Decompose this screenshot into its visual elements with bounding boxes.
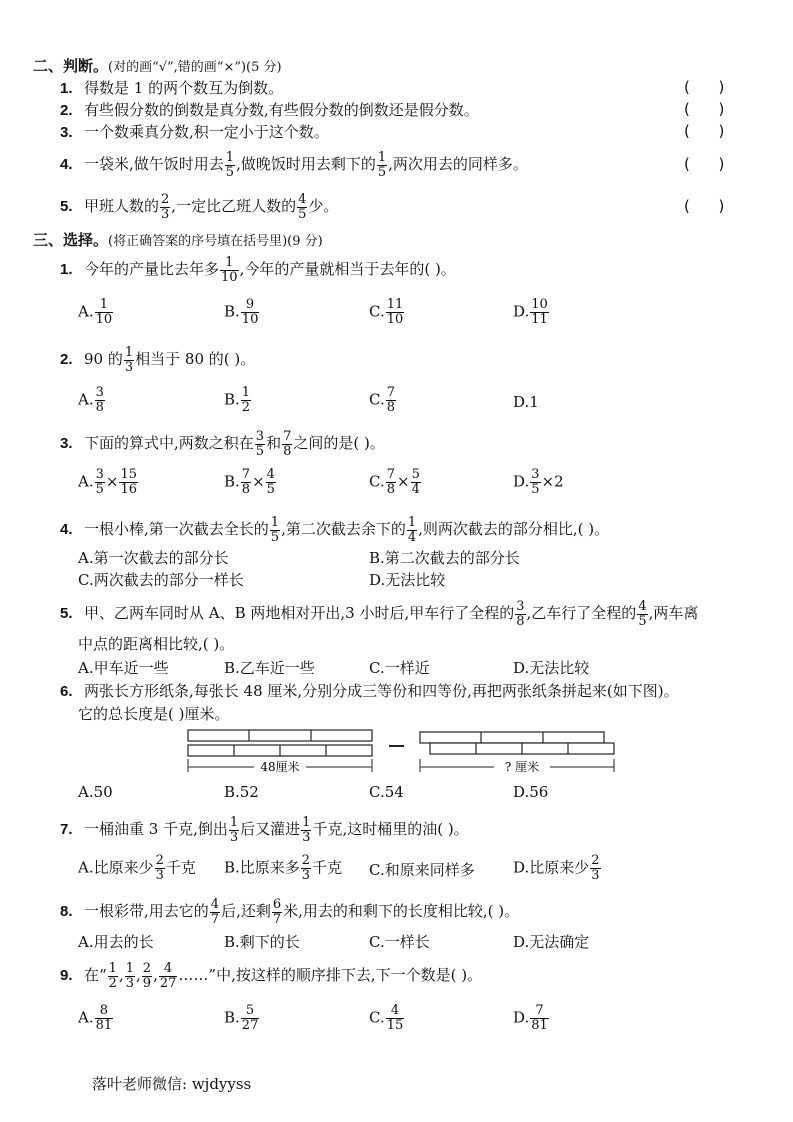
- option-c[interactable]: C.一样近: [369, 659, 430, 677]
- judge-item-5: [60, 190, 338, 223]
- numerator: 7: [283, 428, 292, 444]
- denominator: 9: [142, 975, 152, 991]
- fraction: [272, 898, 282, 927]
- option-d[interactable]: D.1: [513, 393, 539, 411]
- option-d[interactable]: [513, 1004, 550, 1033]
- numerator: 4: [638, 598, 647, 614]
- option-b[interactable]: [224, 298, 260, 327]
- text-part: 一根小棒,第一次截去全长的: [84, 520, 269, 538]
- judge-item-2: [60, 100, 479, 121]
- choice-question-8: [60, 894, 519, 929]
- text-part: 相当于 80 的( )。: [135, 350, 256, 368]
- denominator: 3: [155, 868, 164, 883]
- numerator: 7: [530, 1004, 549, 1019]
- numerator: 4: [159, 962, 178, 977]
- numerator: 4: [298, 191, 307, 207]
- denominator: 3: [125, 975, 135, 991]
- option-d[interactable]: [513, 298, 550, 327]
- numerator: 3: [95, 467, 104, 482]
- fraction: [95, 1004, 114, 1033]
- text-part: 一袋米,做午饭时用去: [84, 155, 224, 173]
- numerator: 5: [241, 1004, 260, 1019]
- question-number: 6.: [60, 683, 73, 700]
- text-part: 一桶油重 3 千克,倒出: [84, 820, 228, 838]
- fraction: [225, 151, 235, 180]
- text-part: ……”中,按这样的顺序排下去,下一个数是( )。: [178, 966, 483, 984]
- fraction: [266, 468, 276, 497]
- denominator: 8: [516, 613, 525, 629]
- fraction: [220, 256, 239, 285]
- fraction: [386, 298, 405, 327]
- item-text: 得数是 1 的两个数互为倒数。: [84, 79, 284, 97]
- option-letter: A.: [78, 472, 94, 491]
- fraction: [210, 898, 220, 927]
- fraction: [530, 468, 540, 497]
- option-letter: A.: [78, 302, 94, 321]
- question-number: 8.: [60, 903, 73, 920]
- option-letter: A.: [78, 390, 94, 409]
- option-a[interactable]: [78, 298, 114, 327]
- fraction: [301, 816, 311, 845]
- section-3-note: (将正确答案的序号填在括号里)(9 分): [108, 234, 323, 249]
- denominator: 81: [95, 1018, 113, 1033]
- option-a[interactable]: A.甲车近一些: [78, 659, 169, 677]
- judge-item-4: [60, 148, 528, 181]
- times-sign: ×: [397, 472, 410, 491]
- denominator: 5: [225, 164, 235, 180]
- option-b[interactable]: B.乙车近一些: [224, 659, 315, 677]
- numerator: 1: [125, 960, 135, 976]
- fraction: [386, 468, 396, 497]
- option-d[interactable]: D.无法确定: [513, 933, 590, 951]
- text-part: 两张长方形纸条,每张长 48 厘米,分别分成三等份和四等份,再把两张纸条拼起来(如下图)。: [84, 682, 679, 700]
- option-c[interactable]: [369, 298, 405, 327]
- item-text: 有些假分数的倒数是真分数,有些假分数的倒数还是假分数。: [84, 101, 479, 119]
- fraction: [301, 854, 311, 883]
- text-part: B.比原来多: [224, 858, 300, 877]
- text-part: 后,还剩: [221, 902, 271, 920]
- option-letter: C.: [369, 302, 385, 321]
- footer-contact: 落叶老师微信: wjdyyss: [92, 1075, 252, 1093]
- numerator: 1: [270, 514, 280, 530]
- option-a[interactable]: A.用去的长: [78, 933, 154, 951]
- option-c[interactable]: C.和原来同样多: [369, 861, 475, 879]
- question-number: 3.: [60, 435, 73, 452]
- denominator: 2: [108, 975, 117, 991]
- denominator: 5: [377, 164, 387, 180]
- option-c[interactable]: [369, 386, 397, 415]
- fraction: [159, 962, 178, 991]
- text-part: ,做晚饭时用去剩下的: [236, 155, 376, 173]
- answer-paren-5[interactable]: ( ): [684, 197, 725, 215]
- fraction: [255, 430, 265, 459]
- numerator: 2: [155, 853, 164, 868]
- fraction: [407, 516, 417, 545]
- fraction: [108, 962, 118, 991]
- option-a[interactable]: [78, 468, 139, 497]
- option-d[interactable]: D.无法比较: [369, 571, 446, 589]
- answer-paren-3[interactable]: ( ): [684, 122, 725, 140]
- choice-question-9: 9. 在“ $\frac{1}{2}$ , $\frac{1}{3}$ , $\frac{2}{9}$ , $\frac{4}{27}$ ……”中,按这样的顺序排下去,下一个数是( )。: [60, 958, 482, 993]
- text-part: 甲班人数的: [84, 197, 160, 215]
- text-part: ×2: [541, 472, 564, 491]
- fraction: [229, 816, 239, 845]
- numerator: 15: [120, 467, 138, 482]
- section-2-label: 二、判断。: [33, 57, 109, 75]
- question-number: 2.: [60, 351, 73, 368]
- numerator: 11: [386, 297, 404, 312]
- option-a[interactable]: [78, 1004, 114, 1033]
- item-number: 2.: [60, 102, 73, 119]
- section-2-note: (对的画“√”,错的画“×”)(5 分): [108, 60, 282, 75]
- denominator: 16: [120, 482, 138, 497]
- fraction: [530, 1004, 549, 1033]
- fraction: [530, 298, 549, 327]
- denominator: 8: [386, 482, 395, 497]
- option-letter: B.: [224, 390, 240, 409]
- option-b[interactable]: B.剩下的长: [224, 933, 300, 951]
- denominator: 10: [241, 312, 259, 327]
- numerator: 1: [95, 298, 114, 313]
- choice-question-2: [60, 342, 255, 377]
- text-part: 少。: [308, 197, 339, 215]
- fraction: [241, 386, 251, 415]
- text-part: 后又灌进: [240, 820, 301, 838]
- option-c[interactable]: [369, 1004, 405, 1033]
- denominator: 3: [301, 868, 311, 883]
- denominator: 3: [229, 829, 239, 845]
- times-sign: ×: [252, 472, 265, 491]
- option-letter: D.: [513, 472, 530, 491]
- text-part: 千克: [312, 858, 343, 877]
- numerator: 9: [241, 298, 260, 313]
- option-b[interactable]: [224, 854, 342, 883]
- fraction: [119, 468, 138, 497]
- text-part: ,第二次截去余下的: [281, 520, 406, 538]
- fraction: [386, 1004, 405, 1033]
- numerator: 10: [531, 297, 548, 312]
- denominator: 4: [407, 529, 417, 545]
- denominator: 3: [124, 359, 134, 375]
- option-d[interactable]: [513, 854, 602, 883]
- question-number: 7.: [60, 821, 73, 838]
- denominator: 2: [241, 400, 251, 415]
- fraction: [386, 386, 396, 415]
- numerator: 4: [210, 896, 220, 912]
- option-d[interactable]: D.56: [513, 783, 549, 801]
- judge-item-3: [60, 122, 329, 143]
- strip-thirds: [188, 730, 372, 741]
- section-2-heading: [33, 56, 282, 78]
- numerator: 1: [220, 256, 239, 271]
- fraction: [160, 193, 170, 222]
- fraction: [282, 430, 292, 459]
- answer-paren-4[interactable]: ( ): [684, 155, 725, 173]
- denominator: 5: [95, 482, 104, 497]
- option-letter: A.: [78, 1008, 94, 1027]
- option-letter: B.: [224, 472, 240, 491]
- fraction: [515, 600, 525, 629]
- text-part: 下面的算式中,两数之积在: [84, 434, 254, 452]
- numerator: 5: [411, 467, 420, 482]
- option-b[interactable]: [224, 468, 277, 497]
- text-part: ,今年的产量就相当于去年的( )。: [239, 260, 456, 278]
- numerator: 1: [407, 514, 417, 530]
- choice-question-1: [60, 252, 456, 287]
- joined-strip-top: [420, 732, 604, 743]
- text-part: ,则两次截去的部分相比,( )。: [418, 520, 610, 538]
- text-part: 之间的是( )。: [293, 434, 385, 452]
- option-c[interactable]: C.一样长: [369, 933, 430, 951]
- text-part: 千克,这时桶里的油( )。: [312, 820, 469, 838]
- text-part: ,一定比乙班人数的: [171, 197, 297, 215]
- denominator: 8: [95, 400, 104, 415]
- choice-question-5: [60, 596, 698, 631]
- option-letter: C.: [369, 1008, 385, 1027]
- label-unknown-cm: ? 厘米: [504, 760, 540, 774]
- option-letter: C.: [369, 472, 385, 491]
- fraction: [95, 468, 105, 497]
- question-number: 1.: [60, 261, 73, 278]
- option-letter: B.: [224, 1008, 240, 1027]
- fraction: [270, 516, 280, 545]
- denominator: 8: [241, 482, 251, 497]
- option-letter: D.: [513, 1008, 530, 1027]
- fraction: [95, 386, 105, 415]
- times-sign: ×: [105, 472, 119, 491]
- fraction: [142, 962, 152, 991]
- numerator: 1: [108, 960, 117, 976]
- fraction: [590, 854, 600, 883]
- numerator: 2: [301, 853, 311, 868]
- numerator: 6: [272, 896, 282, 912]
- fraction: [377, 151, 387, 180]
- question-number: 9.: [60, 967, 73, 984]
- text-part: 一根彩带,用去它的: [84, 902, 209, 920]
- numerator: 1: [302, 814, 311, 830]
- paper-strips-diagram: [184, 726, 744, 776]
- denominator: 4: [411, 482, 420, 497]
- text-part: 和: [266, 434, 282, 452]
- fraction: [241, 468, 251, 497]
- answer-paren-2[interactable]: ( ): [684, 100, 725, 118]
- fraction: [637, 600, 647, 629]
- numerator: 4: [386, 1004, 405, 1019]
- section-3-label: 三、选择。: [33, 231, 109, 249]
- item-text: 一个数乘真分数,积一定小于这个数。: [84, 123, 329, 141]
- fraction: [241, 298, 260, 327]
- denominator: 81: [531, 1018, 548, 1033]
- text-part: ,两次用去的同样多。: [388, 155, 528, 173]
- choice-question-6: [60, 681, 679, 702]
- option-a[interactable]: [78, 854, 196, 883]
- option-a[interactable]: [78, 386, 106, 415]
- fraction: [125, 962, 135, 991]
- denominator: 3: [591, 868, 600, 883]
- numerator: 3: [95, 385, 104, 400]
- denominator: 8: [283, 443, 292, 459]
- fraction: [155, 854, 165, 883]
- denominator: 27: [159, 975, 177, 991]
- text-part: A.比原来少: [78, 858, 154, 877]
- label-48cm: 48厘米: [260, 760, 300, 774]
- numerator: 3: [516, 598, 525, 614]
- option-c[interactable]: C.两次截去的部分一样长: [78, 571, 244, 589]
- section-3-heading: [33, 230, 323, 252]
- numerator: 7: [386, 467, 395, 482]
- denominator: 10: [95, 312, 113, 327]
- numerator: 7: [241, 467, 251, 482]
- numerator: 2: [161, 191, 170, 207]
- denominator: 5: [255, 443, 265, 459]
- text-part: 米,用去的和剩下的长度相比较,( )。: [283, 902, 520, 920]
- question-number: 4.: [60, 521, 73, 538]
- denominator: 3: [302, 829, 311, 845]
- option-b[interactable]: B.第二次截去的部分长: [369, 549, 520, 567]
- denominator: 11: [531, 312, 548, 327]
- denominator: 5: [270, 529, 280, 545]
- numerator: 2: [142, 960, 152, 976]
- denominator: 3: [161, 206, 170, 222]
- numerator: 1: [377, 149, 387, 165]
- text-part: 千克: [165, 858, 196, 877]
- numerator: 4: [266, 467, 275, 482]
- answer-paren-1[interactable]: ( ): [684, 78, 725, 96]
- judge-item-1: [60, 78, 283, 99]
- option-a[interactable]: A.第一次截去的部分长: [78, 549, 229, 567]
- numerator: 2: [591, 853, 600, 868]
- fraction: [124, 346, 134, 375]
- option-b[interactable]: [224, 1004, 260, 1033]
- choice-question-3: [60, 426, 385, 461]
- numerator: 7: [386, 385, 395, 400]
- fraction: [95, 298, 114, 327]
- option-b[interactable]: B.52: [224, 783, 259, 801]
- numerator: 3: [255, 428, 265, 444]
- denominator: 27: [241, 1018, 259, 1033]
- denominator: 5: [298, 206, 307, 222]
- denominator: 7: [210, 911, 220, 927]
- text-part: ,乙车行了全程的: [526, 604, 637, 622]
- denominator: 8: [386, 400, 395, 415]
- text-part: ,两车离: [648, 604, 699, 622]
- numerator: 1: [225, 149, 235, 165]
- option-letter: B.: [224, 302, 240, 321]
- item-number: 3.: [60, 124, 73, 141]
- numerator: 8: [95, 1004, 114, 1019]
- numerator: 1: [229, 814, 239, 830]
- option-a[interactable]: A.50: [78, 783, 113, 801]
- option-letter: D.: [513, 302, 530, 321]
- fraction: [411, 468, 421, 497]
- text-part: 今年的产量比去年多: [84, 260, 220, 278]
- item-number: 1.: [60, 80, 73, 97]
- option-d[interactable]: D.无法比较: [513, 659, 590, 677]
- option-b[interactable]: [224, 386, 252, 415]
- denominator: 7: [272, 911, 282, 927]
- denominator: 10: [386, 312, 404, 327]
- item-number: 5.: [60, 198, 73, 215]
- option-letter: C.: [369, 390, 385, 409]
- option-c[interactable]: [369, 468, 422, 497]
- denominator: 5: [531, 482, 540, 497]
- denominator: 5: [266, 482, 275, 497]
- item-number: 4.: [60, 156, 73, 173]
- option-d[interactable]: [513, 468, 564, 497]
- text-part: 甲、乙两车同时从 A、B 两地相对开出,3 小时后,甲车行了全程的: [84, 604, 515, 622]
- text-part: D.比原来少: [513, 858, 590, 877]
- denominator: 10: [221, 269, 238, 285]
- question-6-line-2: 它的总长度是( )厘米。: [78, 705, 230, 723]
- numerator: 1: [241, 385, 251, 400]
- numerator: 1: [124, 344, 134, 360]
- numerator: 3: [531, 467, 540, 482]
- question-number: 5.: [60, 605, 73, 622]
- choice-question-4: [60, 512, 609, 547]
- fraction: [241, 1004, 260, 1033]
- denominator: 15: [386, 1018, 404, 1033]
- option-c[interactable]: C.54: [369, 783, 404, 801]
- text-part: 90 的: [84, 350, 123, 368]
- choice-question-7: [60, 812, 469, 847]
- fraction: [297, 193, 307, 222]
- text-part: 在“: [84, 966, 107, 984]
- question-5-line-2: 中点的距离相比较,( )。: [78, 635, 235, 653]
- denominator: 5: [638, 613, 647, 629]
